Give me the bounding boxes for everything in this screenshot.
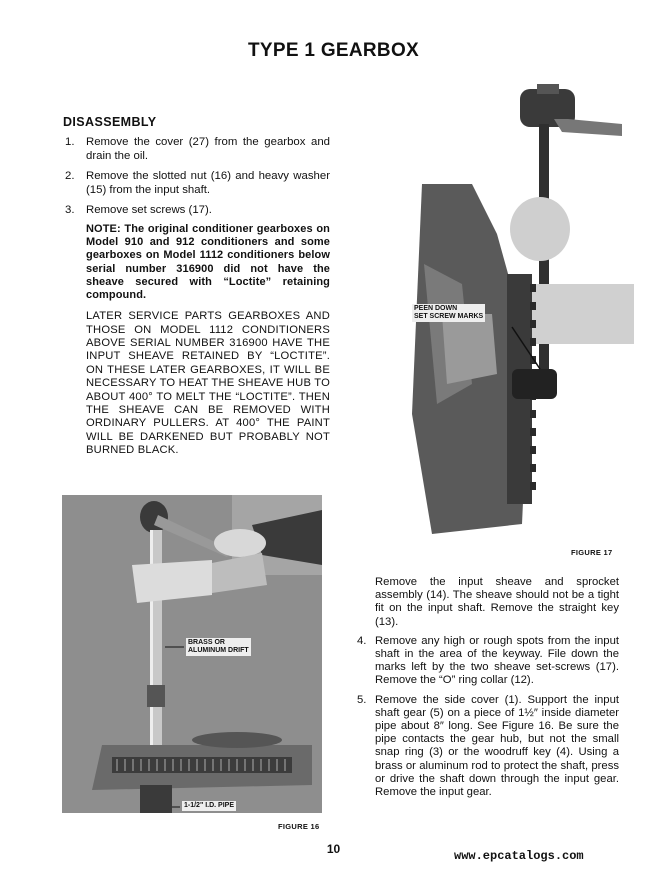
section-heading: DISASSEMBLY bbox=[63, 115, 157, 129]
callout-line: SET SCREW MARKS bbox=[414, 313, 484, 320]
step-text: Remove the side cover (1). Support the input shaft gear (5) on a piece of 1½″ inside diameter pipe about 8″ long. See Figure 16. Be sure the pipe contacts the gear hub, but not the small snap ring (3) or the woodruff key (4). Using a brass or aluminum rod to protect the shaft, press or drive the shaft down through the input gear. Remove the input gear. bbox=[375, 693, 619, 799]
page-title: TYPE 1 GEARBOX bbox=[247, 40, 420, 61]
step-number: 5. bbox=[357, 693, 367, 706]
step-1 bbox=[65, 135, 330, 163]
step-text: Remove the slotted nut (16) and heavy washer (15) from the input shaft. bbox=[86, 170, 330, 196]
step-5 bbox=[357, 694, 619, 800]
callout-line: ALUMINUM DRIFT bbox=[188, 647, 249, 654]
warning-paragraph: LATER SERVICE PARTS GEARBOXES AND THOSE ON MODEL 1112 CONDITIONERS ABOVE SERIAL NUMBER 316900 HAVE THE INPUT SHEAVE RETAINED BY “LOCTITE”. ON THESE LATER GEARBOXES, IT WILL BE NECESSARY TO HEAT THE SHEAVE HUB TO ABOUT 400° TO MELT THE “LOCTITE”. THEN THE SHEAVE CAN BE REMOVED WITH ORDINARY PULLERS. AT 400° THE PAINT WILL BE DARKENED BUT PROBABLY NOT BURNED BLACK. bbox=[86, 310, 330, 457]
step-number: 3. bbox=[65, 204, 75, 216]
figure-16-caption: FIGURE 16 bbox=[278, 822, 320, 831]
figure-17-caption: FIGURE 17 bbox=[571, 548, 613, 557]
watermark: www.epcatalogs.com bbox=[454, 849, 584, 863]
step-3 bbox=[65, 203, 330, 217]
left-column bbox=[65, 135, 330, 458]
note-paragraph: NOTE: The original conditioner gearboxes on Model 910 and 912 conditioners and some gearboxes on Model 1112 conditioners below serial number 316900 did not have the sheave secured with “Loctite” retaining compound. bbox=[86, 223, 330, 302]
step-4 bbox=[357, 635, 619, 688]
figure-17-photo bbox=[402, 84, 634, 544]
step-number: 4. bbox=[357, 634, 367, 647]
step-2 bbox=[65, 169, 330, 197]
callout-line: PEEN DOWN bbox=[414, 305, 458, 312]
figure-16-callout-pipe: 1-1/2" I.D. PIPE bbox=[184, 802, 235, 809]
step-number: 2. bbox=[65, 170, 75, 182]
continuation-paragraph: Remove the input sheave and sprocket assembly (14). The sheave should not be a tight fit on the input shaft. Remove the straight key (13). bbox=[375, 576, 619, 628]
step-text: Remove set screws (17). bbox=[86, 204, 212, 216]
step-text: Remove any high or rough spots from the input shaft in the area of the keyway. File down the marks left by the two sheave set-screws (17). Remove the “O” ring collar (12). bbox=[375, 634, 619, 687]
figure-16-callout-drift bbox=[186, 638, 251, 656]
step-number: 1. bbox=[65, 136, 75, 148]
page-number: 10 bbox=[326, 842, 341, 856]
callout-line: BRASS OR bbox=[188, 639, 225, 646]
step-text: Remove the cover (27) from the gearbox and drain the oil. bbox=[86, 136, 330, 162]
figure-16-photo bbox=[62, 495, 322, 813]
right-column bbox=[357, 576, 619, 805]
figure-17-callout bbox=[412, 304, 485, 322]
